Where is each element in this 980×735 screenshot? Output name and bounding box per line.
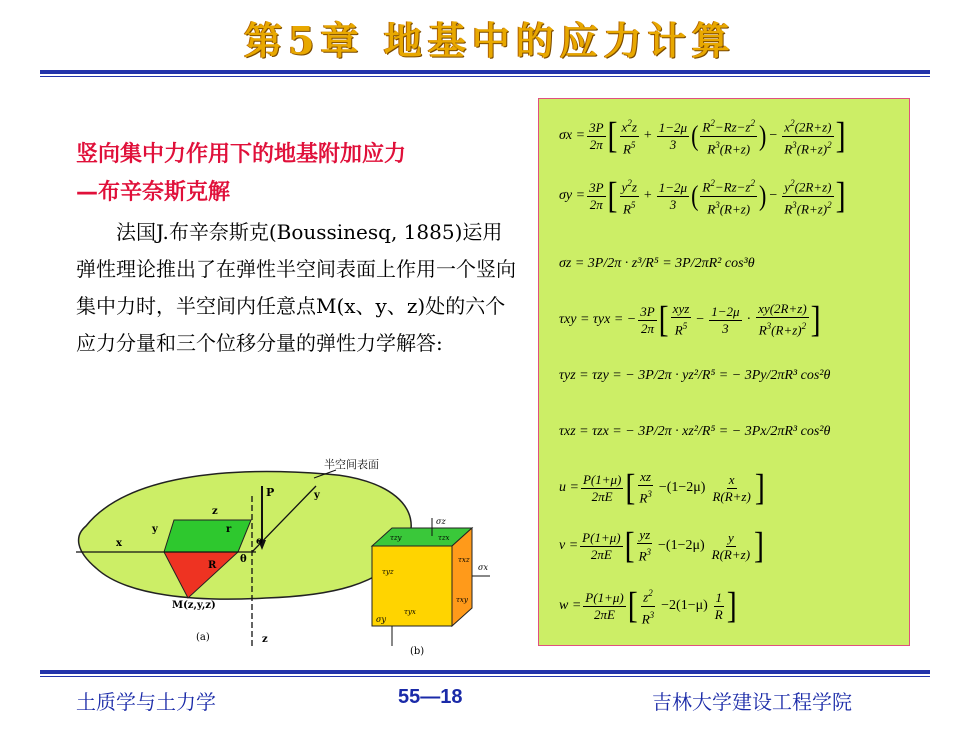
section-heading (76, 136, 516, 212)
tau-xy-lhs: τxy = τyx = − (559, 312, 637, 327)
label-sigma-y: σy (376, 615, 386, 624)
footer-page-number: 55—18 (398, 686, 463, 708)
caption-a: (a) (196, 632, 210, 643)
point-m-label: M(z,y,z) (172, 600, 216, 611)
u-lhs: u = (559, 480, 579, 495)
surface-label: 半空间表面 (324, 458, 379, 471)
page-title: 第5章 地基中的应力计算 (244, 18, 736, 63)
label-tau-yx: τyx (404, 608, 416, 616)
equation-sigma-x: σx = $\frac{3P}{2\pi}$ [ $\frac{x^2z}{R^5}$ + $\frac{1-2\mu}{3}$ ( $\frac{R^2-Rz-z^2}{R^3(R+z)}$ ) − $\frac{x^2(2R+z)}{R^3(R+z)^2}$ ] (559, 114, 846, 156)
equation-u: u = $\frac{P(1+\mu)}{2\pi E}$ [ $\frac{xz}{R^3}$ −(1−2μ) $\frac{x}{R(R+z)}$ ] (559, 466, 765, 508)
heading-line-2: —布辛奈斯克解 (76, 180, 231, 205)
label-sigma-z: σz (436, 517, 446, 526)
caption-b: (b) (410, 646, 425, 656)
sigma-x-lhs: σx = (559, 128, 586, 143)
w-lhs: w = (559, 598, 582, 613)
heading-line-1: 竖向集中力作用下的地基附加应力 (76, 142, 407, 167)
bottom-rule (40, 670, 930, 674)
label-tau-zy: τzy (390, 534, 402, 542)
label-big-r: R (208, 560, 217, 571)
equation-w: w = $\frac{P(1+\mu)}{2\pi E}$ [ $\frac{z^2}{R^3}$ −2(1−μ) $\frac{1}{R}$ ] (559, 584, 737, 626)
label-tau-zx: τzx (438, 534, 450, 542)
body-text: 法国J.布辛奈斯克(Boussinesq, 1885)运用弹性理论推出了在弹性半空间表面上作用一个竖向集中力时，半空间内任意点M(x、y、z)处的六个应力分量和三个位移分量的弹性力学解答: (76, 220, 516, 355)
stress-element-diagram (342, 516, 492, 656)
formula-panel (538, 98, 910, 646)
top-rule-thin (40, 76, 930, 77)
equation-sigma-z: σz = 3P/2π · z³/R⁵ = 3P/2πR² cos³θ (559, 256, 755, 271)
label-z-top: z (212, 506, 218, 517)
green-triangle (164, 520, 251, 552)
cube-side (452, 528, 472, 626)
label-r: r (226, 524, 232, 535)
label-tau-yz: τyz (382, 568, 394, 576)
sigma-y-lhs: σy = (559, 188, 586, 203)
label-tau-xy: τxy (456, 596, 468, 604)
label-y-top: y (314, 490, 320, 501)
footer-course: 土质学与土力学 (76, 690, 216, 714)
label-z-bottom: z (262, 634, 268, 645)
footer-institution: 吉林大学建设工程学院 (652, 690, 852, 714)
label-tau-xz: τxz (458, 556, 470, 564)
equation-sigma-y: σy = $\frac{3P}{2\pi}$ [ $\frac{y^2z}{R^5}$ + $\frac{1-2\mu}{3}$ ( $\frac{R^2-Rz-z^2}{R^3(R+z)}$ ) − $\frac{y^2(2R+z)}{R^3(R+z)^2}$ ] (559, 174, 846, 216)
equation-tau-xy: τxy = τyx = − $\frac{3P}{2\pi}$ [ $\frac{\text{xyz}}{R^5}$ − $\frac{1-2\mu}{3}$ · $\frac{xy(2R+z)}{R^3(R+z)^2}$ ] (559, 298, 821, 340)
equation-v: v = $\frac{P(1+\mu)}{2\pi E}$ [ $\frac{yz}{R^3}$ −(1−2μ) $\frac{y}{R(R+z)}$ ] (559, 524, 765, 566)
equation-tau-yz: τyz = τzy = − 3P/2π · yz²/R⁵ = − 3Py/2πR³ cos²θ (559, 368, 831, 383)
bottom-rule-thin (40, 676, 930, 677)
equation-tau-xz: τxz = τzx = − 3P/2π · xz²/R⁵ = − 3Px/2πR³ cos²θ (559, 424, 831, 439)
body-paragraph (76, 214, 516, 362)
label-theta: θ (240, 554, 247, 565)
label-o: o (256, 536, 263, 547)
label-y-left: y (152, 524, 158, 535)
v-lhs: v = (559, 538, 579, 553)
label-x: x (116, 538, 122, 549)
label-sigma-x: σx (478, 563, 488, 572)
top-rule (40, 70, 930, 74)
label-p: P (266, 486, 275, 499)
